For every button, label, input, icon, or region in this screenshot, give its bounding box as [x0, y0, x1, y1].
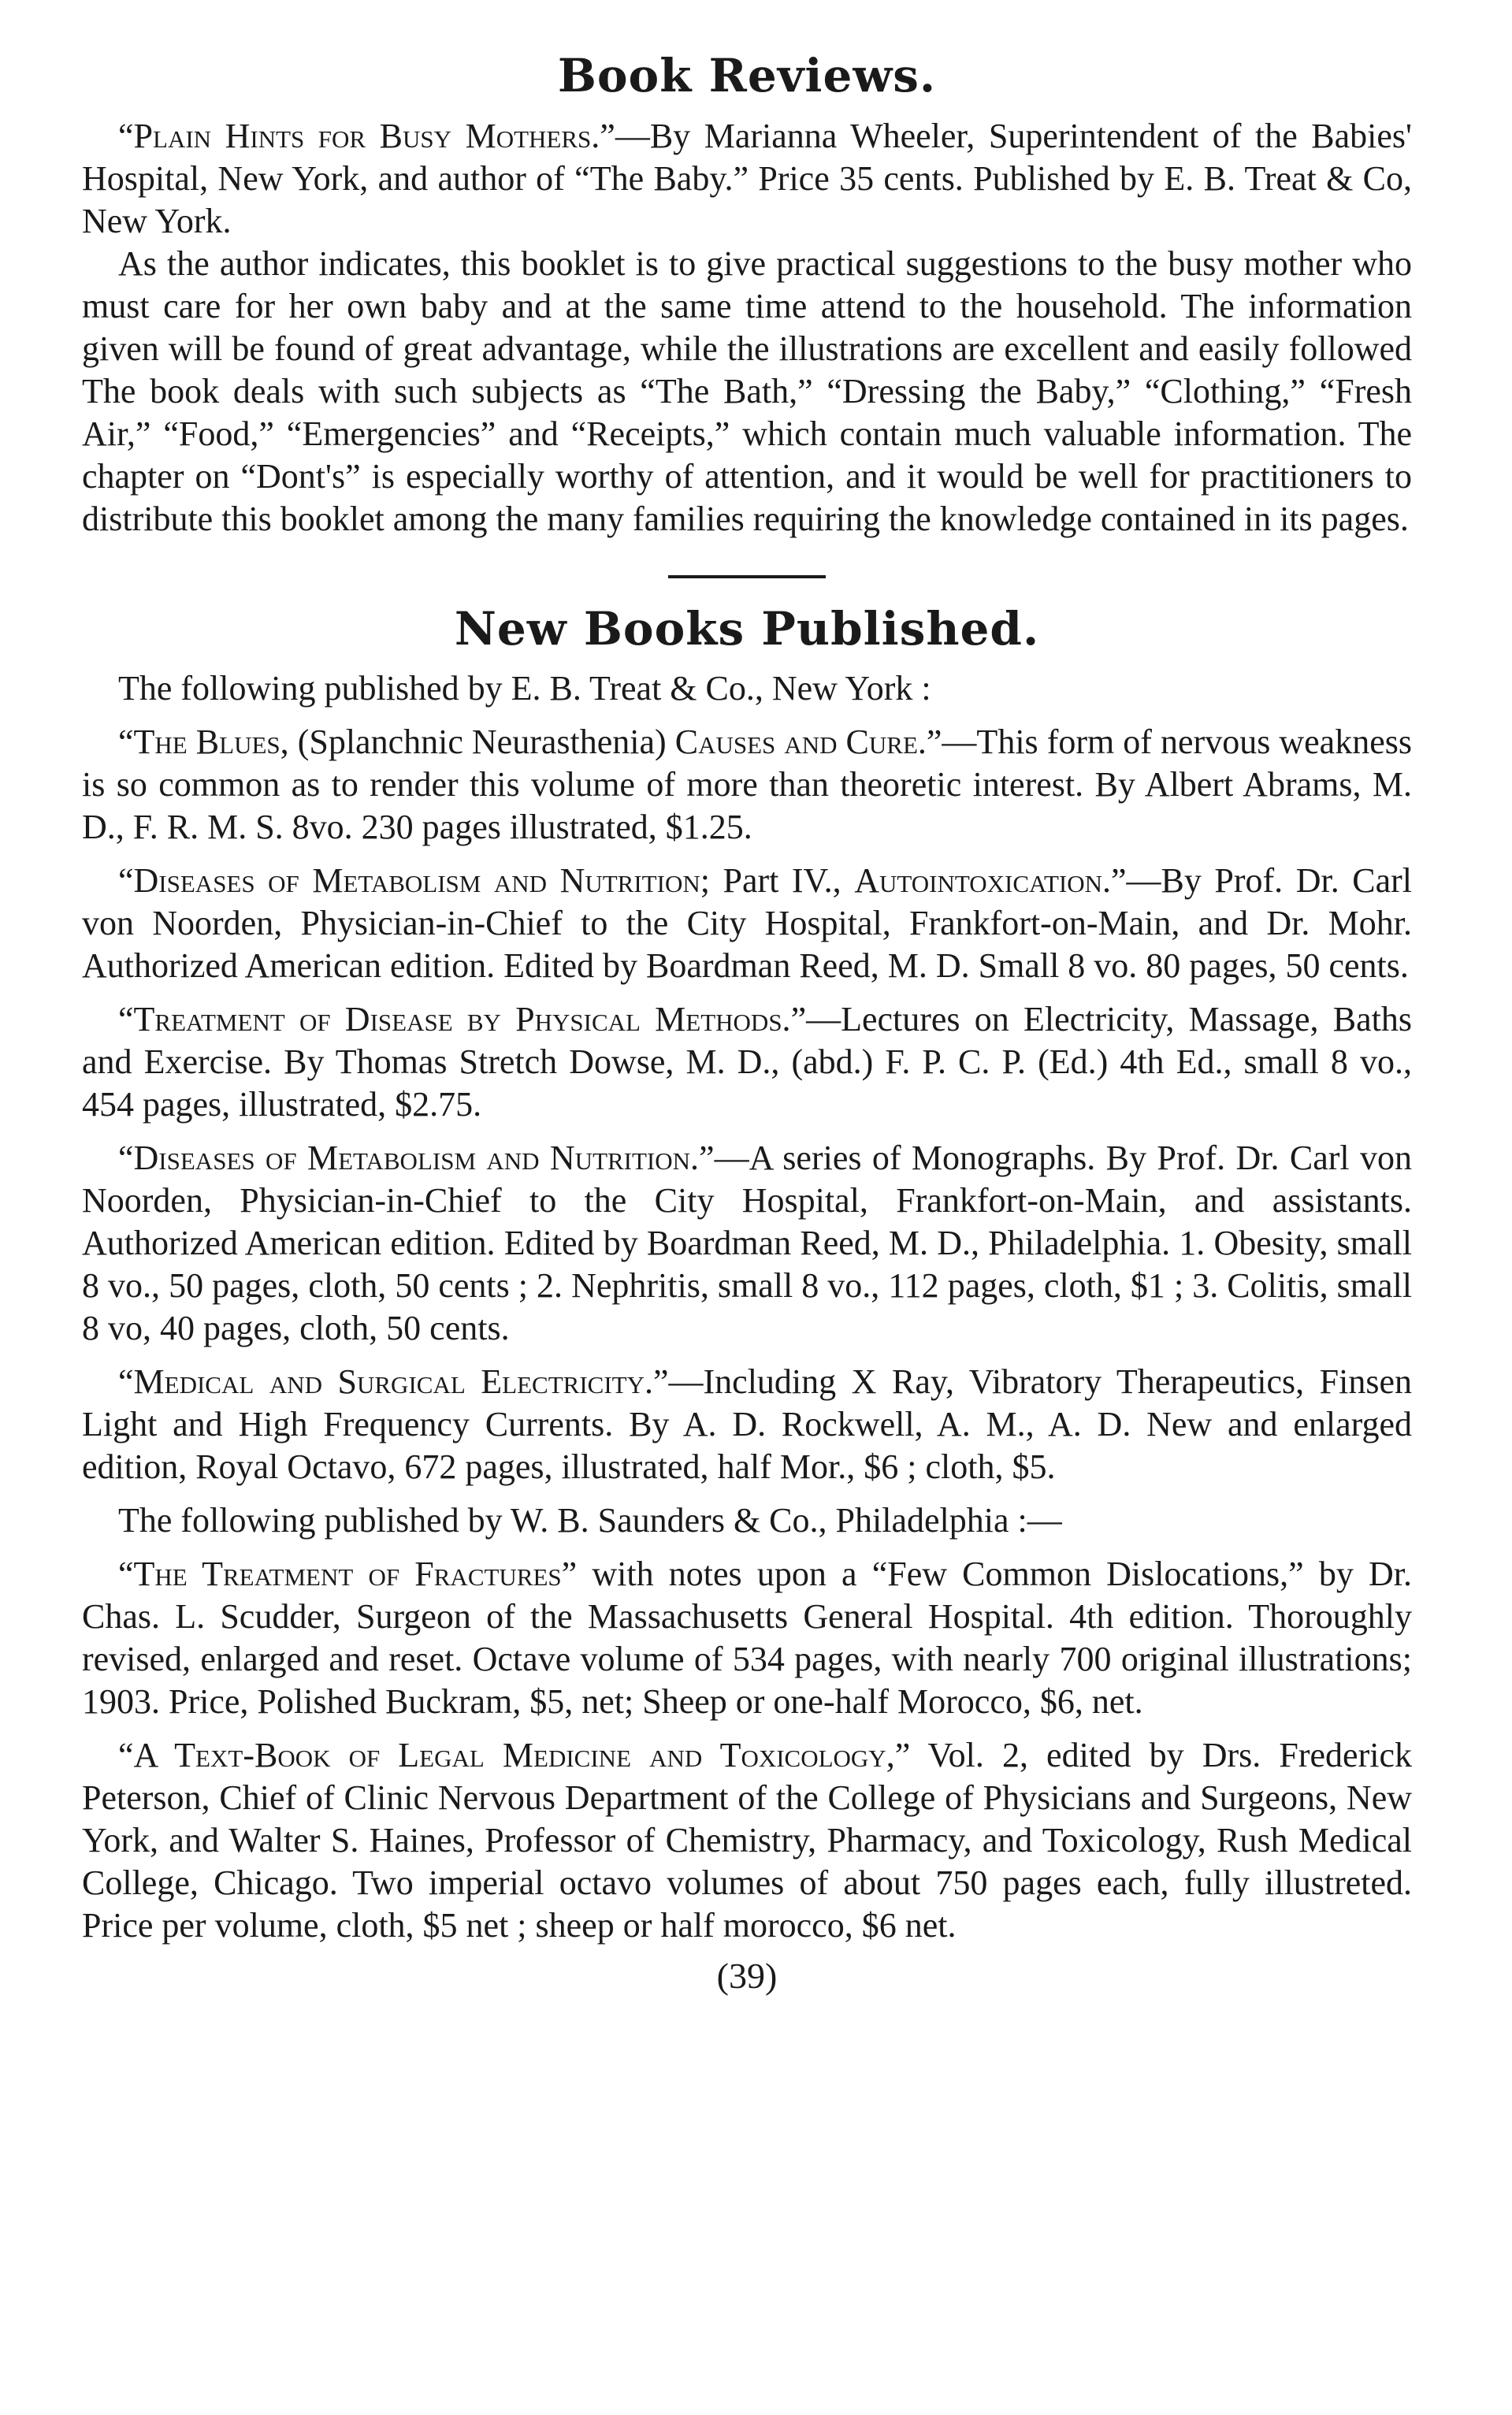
saunders-book-list — [82, 1553, 1412, 1947]
book-title-subtitle: (Splanchnic Neurasthenia) — [288, 723, 675, 762]
book-listing: “A Text-Book of Legal Medicine and Toxicology,” Vol. 2, edited by Drs. Frederick Peterson, Chief of Clinic Nervous Department of the College of Physicians and Surgeons, New York, and Walter S. Haines, Professor of Chemistry, Pharmacy, and Toxicology, Rush Medical College, Chicago. Two imperial octavo volumes of about 750 pages each, fully illustreted. Price per volume, cloth, $5 net ; sheep or half morocco, $6 net. — [82, 1736, 1412, 1945]
new-books-heading: New Books Published. — [454, 601, 1040, 656]
book-title: Medical and Surgical Electricity. — [133, 1362, 653, 1402]
review-title: Plain Hints for Busy Mothers. — [133, 116, 600, 155]
book-listing: “The Treatment of Fractures” with notes upon a “Few Common Dislocations,” by Dr. Chas. L. Scudder, Surgeon of the Massachusetts General Hospital. 4th edition. Thoroughly revised, enlarged and reset. Octave volume of 534 pages, with nearly 700 original illustrations; 1903. Price, Polished Buckram, $5, net; Sheep or one-half Morocco, $6, net. — [82, 1555, 1412, 1722]
book-details: ” Vol. 2, edited by Drs. Frederick Peterson, Chief of Clinic Nervous Department of the College of Physicians and Surgeons, New York, and Walter S. Haines, Professor of Chemistry, Pharmacy, and Toxicology, Rush Medical College, Chicago. Two imperial octavo volumes of about 750 pages each, fully illustreted. Price per volume, cloth, $5 net ; sheep or half morocco, $6 net. — [82, 1736, 1412, 1945]
review-body: As the author indicates, this booklet is to give practical suggestions to the busy mother who must care for her own baby and at the same time attend to the household. The information given will be found of great advantage, while the illustrations are excellent and easily followed The book deals with such subjects as “The Bath,” “Dressing the Baby,” “Clothing,” “Fresh Air,” “Food,” “Emergencies” and “Receipts,” which contain much valuable information. The chapter on “Dont's” is especially worthy of attention, and it would be well for practitioners to distribute this booklet among the many families requiring the knowledge contained in its pages. — [82, 243, 1412, 538]
treat-book-list — [82, 721, 1412, 1488]
book-details: ”—Including X Ray, Vibratory Therapeutics, Finsen Light and High Frequency Currents. By A. D. Rockwell, A. M., A. D. New and enlarged edition, Royal Octavo, 672 pages, illustrated, half Mor., $6 ; cloth, $5. — [82, 1362, 1412, 1487]
book-details: ”—This form of nervous weakness is so common as to render this volume of more than theoretic interest. By Albert Abrams, M. D., F. R. M. S. 8vo. 230 pages illustrated, $1.25. — [82, 723, 1412, 847]
page — [82, 49, 1412, 1997]
book-listing: “Medical and Surgical Electricity.”—Including X Ray, Vibratory Therapeutics, Finsen Light and High Frequency Currents. By A. D. Rockwell, A. M., A. D. New and enlarged edition, Royal Octavo, 672 pages, illustrated, half Mor., $6 ; cloth, $5. — [82, 1362, 1412, 1487]
book-details: ”—A series of Monographs. By Prof. Dr. Carl von Noorden, Physician-in-Chief to the City Hospital, Frankfort-on-Main, and assistants. Authorized American edition. Edited by Boardman Reed, M. D., Philadelphia. 1. Obesity, small 8 vo., 50 pages, cloth, 50 cents ; 2. Nephritis, small 8 vo., 112 pages, cloth, $1 ; 3. Colitis, small 8 vo, 40 pages, cloth, 50 cents. — [82, 1139, 1413, 1348]
book-title: The Blues, — [133, 723, 289, 762]
section-divider — [668, 575, 826, 578]
book-title-subtitle: ; Part IV., — [700, 861, 855, 901]
treat-publisher-intro: The following published by E. B. Treat & Co., New York : — [118, 669, 931, 708]
book-listing: “Diseases of Metabolism and Nutrition.”—A series of Monographs. By Prof. Dr. Carl von Noorden, Physician-in-Chief to the City Hospital, Frankfort-on-Main, and assistants. Authorized American edition. Edited by Boardman Reed, M. D., Philadelphia. 1. Obesity, small 8 vo., 50 pages, cloth, 50 cents ; 2. Nephritis, small 8 vo., 112 pages, cloth, $1 ; 3. Colitis, small 8 vo, 40 pages, cloth, 50 cents. — [82, 1139, 1413, 1348]
book-details: ”—By Prof. Dr. Carl von Noorden, Physician-in-Chief to the City Hospital, Frankfort-on-Main, and Dr. Mohr. Authorized American edition. Edited by Boardman Reed, M. D. Small 8 vo. 80 pages, 50 cents. — [82, 861, 1413, 986]
book-title: A Text-Book of Legal Medicine and Toxicology, — [133, 1736, 895, 1775]
book-title: Treatment of Disease by Physical Methods. — [133, 1000, 791, 1039]
book-listing: “Diseases of Metabolism and Nutrition; Part IV., Autointoxication.”—By Prof. Dr. Carl von Noorden, Physician-in-Chief to the City Hospital, Frankfort-on-Main, and Dr. Mohr. Authorized American edition. Edited by Boardman Reed, M. D. Small 8 vo. 80 pages, 50 cents. — [82, 861, 1413, 986]
book-listing: “The Blues, (Splanchnic Neurasthenia) Causes and Cure.”—This form of nervous weakness is so common as to render this volume of more than theoretic interest. By Albert Abrams, M. D., F. R. M. S. 8vo. 230 pages illustrated, $1.25. — [82, 723, 1412, 847]
book-title: The Treatment of Fractures — [133, 1555, 562, 1594]
page-number: (39) — [716, 1956, 778, 1997]
book-title: Diseases of Metabolism and Nutrition — [133, 861, 700, 901]
book-details: ”—Lectures on Electricity, Massage, Baths and Exercise. By Thomas Stretch Dowse, M. D., (abd.) F. P. C. P. (Ed.) 4th Ed., small 8 vo., 454 pages, illustrated, $2.75. — [82, 1000, 1412, 1124]
book-title-continued: Causes and Cure. — [674, 723, 927, 762]
saunders-publisher-intro: The following published by W. B. Saunders & Co., Philadelphia :— — [118, 1501, 1062, 1540]
review-citation: “Plain Hints for Busy Mothers.”—By Marianna Wheeler, Superintendent of the Babies' Hospital, New York, and author of “The Baby.” Price 35 cents. Published by E. B. Treat & Co, New York. — [82, 116, 1412, 240]
book-listing: “Treatment of Disease by Physical Methods.”—Lectures on Electricity, Massage, Baths and Exercise. By Thomas Stretch Dowse, M. D., (abd.) F. P. C. P. (Ed.) 4th Ed., small 8 vo., 454 pages, illustrated, $2.75. — [82, 1000, 1412, 1124]
book-title-continued: Autointoxication. — [854, 861, 1111, 901]
book-title: Diseases of Metabolism and Nutrition. — [133, 1139, 700, 1178]
book-reviews-heading: Book Reviews. — [557, 49, 937, 102]
review-citation-details: —By Marianna Wheeler, Superintendent of the Babies' Hospital, New York, and author of “The Baby.” Price 35 cents. Published by E. B. Treat & Co, New York. — [82, 116, 1412, 240]
book-details: ” with notes upon a “Few Common Dislocations,” by Dr. Chas. L. Scudder, Surgeon of the Massachusetts General Hospital. 4th edition. Thoroughly revised, enlarged and reset. Octave volume of 534 pages, with nearly 700 original illustrations; 1903. Price, Polished Buckram, $5, net; Sheep or one-half Morocco, $6, net. — [82, 1555, 1412, 1722]
